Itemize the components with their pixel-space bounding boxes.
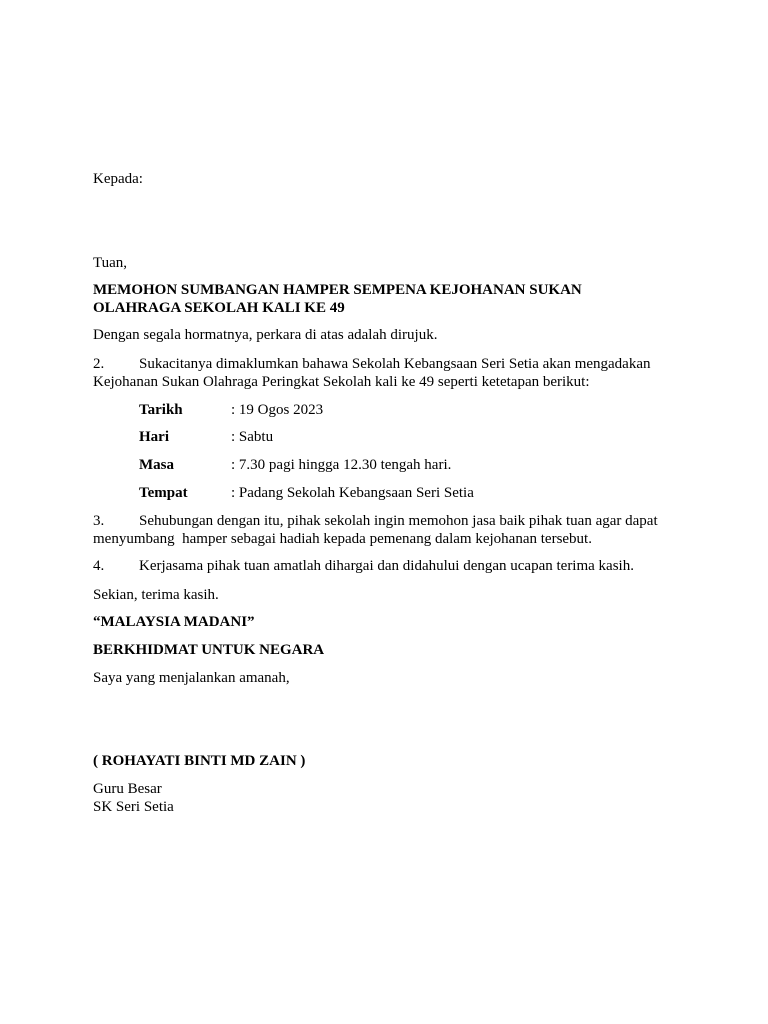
salutation: Tuan,: [93, 255, 128, 271]
paragraph-2: [93, 355, 683, 391]
closing-remark: Sekian, terima kasih.: [93, 587, 219, 603]
letter-subject: [93, 281, 683, 317]
paragraph-text: Kejohanan Sukan Olahraga Peringkat Sekolah kali ke 49 seperti ketetapan berikut:: [93, 374, 590, 390]
detail-label-tempat: Tempat: [139, 485, 188, 501]
detail-value-tempat: : Padang Sekolah Kebangsaan Seri Setia: [231, 485, 474, 501]
motto-malaysia-madani: “MALAYSIA MADANI”: [93, 614, 255, 630]
subject-line-2: OLAHRAGA SEKOLAH KALI KE 49: [93, 300, 345, 316]
paragraph-text: Sukacitanya dimaklumkan bahawa Sekolah Kebangsaan Seri Setia akan mengadakan: [139, 356, 651, 372]
signatory-organization: SK Seri Setia: [93, 799, 174, 815]
detail-value-hari: : Sabtu: [231, 429, 274, 445]
motto-berkhidmat: BERKHIDMAT UNTUK NEGARA: [93, 642, 325, 658]
paragraph-number: 2.: [93, 356, 105, 372]
detail-label-masa: Masa: [139, 457, 174, 473]
paragraph-3: [93, 512, 683, 548]
paragraph-number: 3.: [93, 513, 105, 529]
detail-label-hari: Hari: [139, 429, 169, 445]
signatory-name: ( ROHAYATI BINTI MD ZAIN ): [93, 753, 306, 769]
paragraph-text: Kerjasama pihak tuan amatlah dihargai dan didahului dengan ucapan terima kasih.: [139, 558, 634, 574]
paragraph-number: 4.: [93, 558, 105, 574]
opening-paragraph: Dengan segala hormatnya, perkara di atas adalah dirujuk.: [93, 327, 438, 343]
subject-line-1: MEMOHON SUMBANGAN HAMPER SEMPENA KEJOHANAN SUKAN: [93, 282, 582, 298]
paragraph-4: [93, 557, 683, 575]
detail-label-tarikh: Tarikh: [139, 402, 183, 418]
signatory-title: Guru Besar: [93, 781, 162, 797]
paragraph-text: Sehubungan dengan itu, pihak sekolah ingin memohon jasa baik pihak tuan agar dapat: [139, 513, 658, 529]
recipient-label: Kepada:: [93, 171, 143, 187]
sign-off: Saya yang menjalankan amanah,: [93, 670, 290, 686]
detail-value-tarikh: : 19 Ogos 2023: [231, 402, 324, 418]
detail-value-masa: : 7.30 pagi hingga 12.30 tengah hari.: [231, 457, 452, 473]
paragraph-text: menyumbang hamper sebagai hadiah kepada pemenang dalam kejohanan tersebut.: [93, 531, 592, 547]
